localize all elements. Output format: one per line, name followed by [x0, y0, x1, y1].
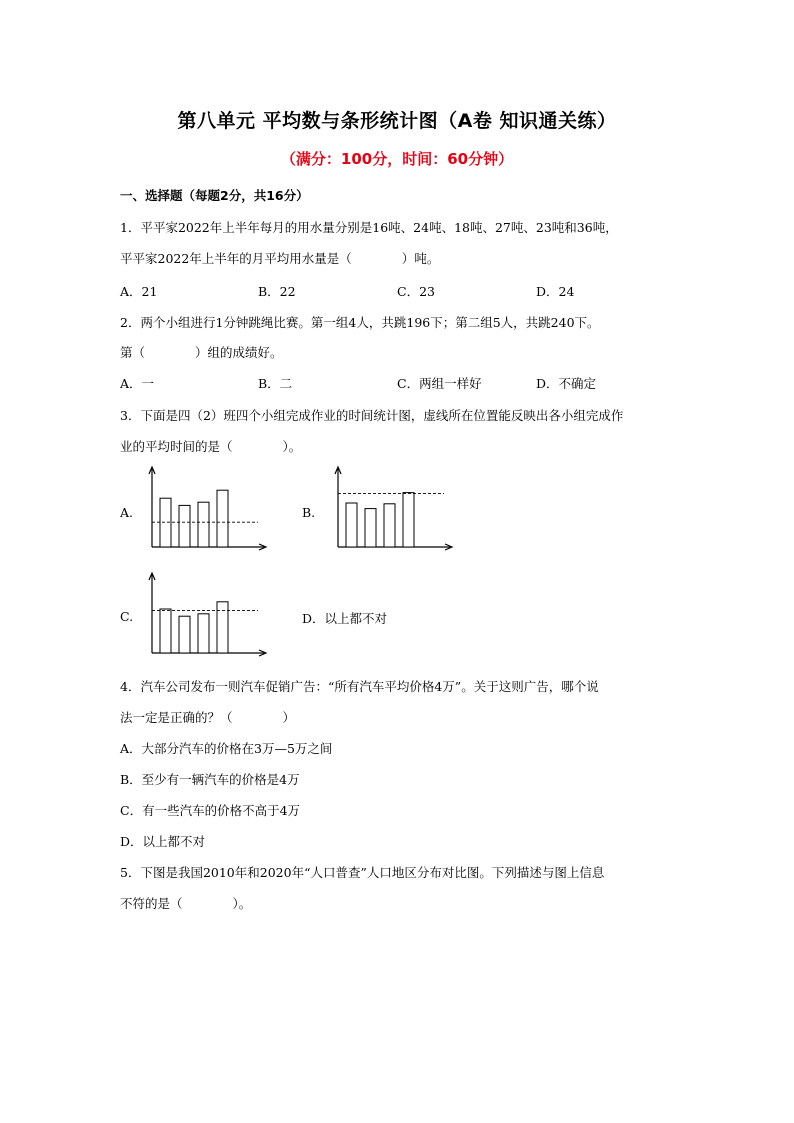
- q3-label-b: B.: [302, 505, 316, 520]
- chart-a-bar-4: [217, 490, 228, 547]
- q1-line1: 1．平平家2022年上半年每月的用水量分别是16吨、24吨、18吨、27吨、23吨和36吨，: [120, 220, 618, 235]
- chart-b: [326, 465, 456, 559]
- q4-line1: 4．汽车公司发布一则汽车促销广告：“所有汽车平均价格4万”。关于这则广告，哪个说: [120, 679, 599, 694]
- chart-b-bar-2: [365, 509, 376, 547]
- chart-a-bar-3: [198, 502, 209, 547]
- q5-line2: 不符的是（ ）。: [120, 896, 252, 911]
- q1-line2: 平平家2022年上半年的月平均用水量是（ ）吨。: [120, 251, 440, 266]
- q2-line2: 第（ ）组的成绩好。: [120, 345, 283, 360]
- chart-b-bar-4: [403, 493, 414, 547]
- page-title: 第八单元 平均数与条形统计图（A卷 知识通关练）: [177, 110, 617, 132]
- chart-b-bar-3: [384, 504, 395, 547]
- q2-option-d: D．不确定: [536, 376, 597, 391]
- chart-c-bar-1: [160, 609, 171, 653]
- q2-line1: 2．两个小组进行1分钟跳绳比赛。第一组4人，共跳196下；第二组5人，共跳240下。: [120, 315, 600, 330]
- q1-option-c: C．23: [397, 284, 435, 299]
- chart-a-svg: [140, 465, 270, 555]
- q3-label-a: A.: [120, 505, 134, 520]
- q4-option-c: C．有一些汽车的价格不高于4万: [120, 803, 301, 818]
- q2-option-c: C．两组一样好: [397, 376, 482, 391]
- q3-option-d: D．以上都不对: [302, 611, 388, 626]
- q4-option-a: A．大部分汽车的价格在3万—5万之间: [120, 741, 333, 756]
- chart-c-bar-3: [198, 614, 209, 653]
- q2-option-b: B．二: [258, 376, 293, 391]
- q3-line2: 业的平均时间的是（ ）。: [120, 439, 302, 454]
- q3-line1: 3．下面是四（2）班四个小组完成作业的时间统计图，虚线所在位置能反映出各小组完成作: [120, 408, 624, 423]
- chart-a: [140, 465, 270, 559]
- q1-option-b: B．22: [258, 284, 296, 299]
- q4-option-d: D．以上都不对: [120, 834, 206, 849]
- q5-line1: 5．下图是我国2010年和2020年“人口普查”人口地区分布对比图。下列描述与图上信息: [120, 865, 605, 880]
- q4-line2: 法一定是正确的？（ ）: [120, 710, 296, 725]
- chart-c-bar-2: [179, 616, 190, 653]
- q3-label-c: C.: [120, 609, 134, 624]
- section-heading: 一、选择题（每题2分，共16分）: [120, 188, 309, 203]
- chart-b-bar-1: [346, 503, 357, 547]
- chart-c: [140, 571, 270, 665]
- q1-option-d: D．24: [536, 284, 575, 299]
- q2-option-a: A．一: [120, 376, 155, 391]
- chart-a-bar-2: [179, 505, 190, 547]
- chart-b-svg: [326, 465, 456, 555]
- chart-c-svg: [140, 571, 270, 661]
- page-subtitle: （满分：100分，时间：60分钟）: [280, 150, 514, 168]
- chart-c-bar-4: [217, 602, 228, 653]
- q1-option-a: A．21: [120, 284, 158, 299]
- q4-option-b: B．至少有一辆汽车的价格是4万: [120, 772, 300, 787]
